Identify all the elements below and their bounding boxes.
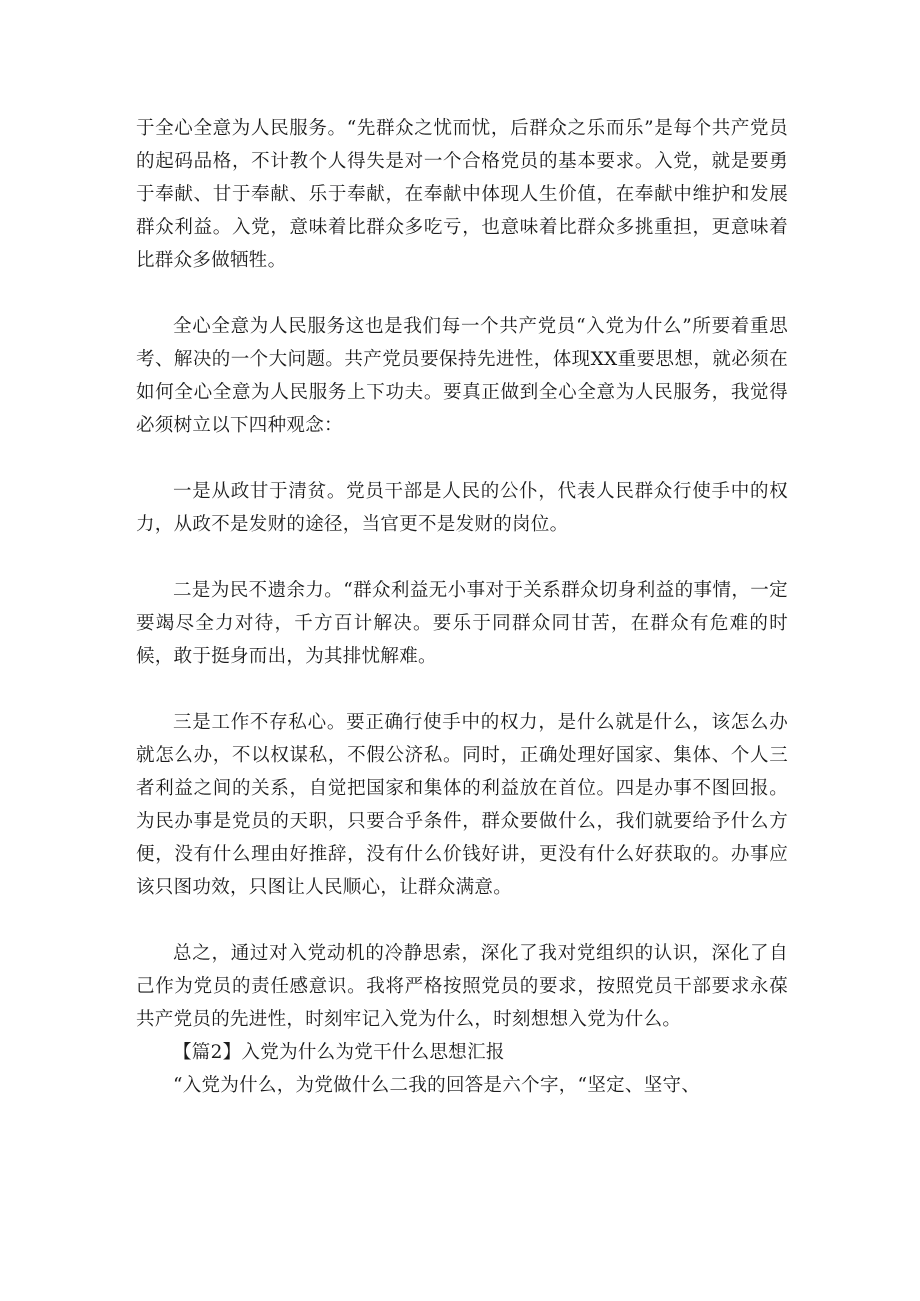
paragraph-conclusion: 总之，通过对入党动机的冷静思索，深化了我对党组织的认识，深化了自己作为党员的责任感意识。我将严格按照党员的要求，按照党员干部要求永葆共产党员的先进性，时刻牢记入党为什么，时刻想想入党为什么。 [136, 943, 788, 1030]
section-heading: 【篇2】入党为什么为党干什么思想汇报 [173, 1042, 505, 1063]
paragraph-point-two: 二是为民不遗余力。“群众利益无小事对于关系群众切身利益的事情，一定要竭尽全力对待，千方百计解决。要乐于同群众同甘苦，在群众有危难的时候，敢于挺身而出，为其排忧解难。 [136, 580, 788, 667]
paragraph-section-start: “入党为什么，为党做什么二我的回答是六个字，“坚定、坚守、 [173, 1075, 701, 1096]
paragraph-point-three: 三是工作不存私心。要正确行使手中的权力，是什么就是什么，该怎么办就怎么办，不以权谋私，不假公济私。同时，正确处理好国家、集体、个人三者利益之间的关系，自觉把国家和集体的利益放在首位。四是办事不图回报。为民办事是党员的天职，只要合乎条件，群众要做什么，我们就要给予什么方便，没有什么理由好推辞，没有什么价钱好讲，更没有什么好获取的。办事应该只图功效，只图让人民顺心，让群众满意。 [136, 712, 788, 898]
paragraph-point-one: 一是从政甘于清贫。党员干部是人民的公仆，代表人民群众行使手中的权力，从政不是发财的途径，当官更不是发财的岗位。 [136, 481, 788, 535]
document-body [136, 112, 788, 1102]
paragraph-continuation: 于全心全意为人民服务。“先群众之忧而忧，后群众之乐而乐”是每个共产党员的起码品格，不计教个人得失是对一个合格党员的基本要求。入党，就是要勇于奉献、甘于奉献、乐于奉献，在奉献中体现人生价值，在奉献中维护和发展群众利益。入党，意味着比群众多吃亏，也意味着比群众多挑重担，更意味着比群众多做牺牲。 [136, 118, 788, 271]
paragraph-serve-people: 全心全意为人民服务这也是我们每一个共产党员“入党为什么”所要着重思考、解决的一个大问题。共产党员要保持先进性，体现XX重要思想，就必须在如何全心全意为人民服务上下功夫。要真正做到全心全意为人民服务，我觉得必须树立以下四种观念： [136, 316, 788, 436]
